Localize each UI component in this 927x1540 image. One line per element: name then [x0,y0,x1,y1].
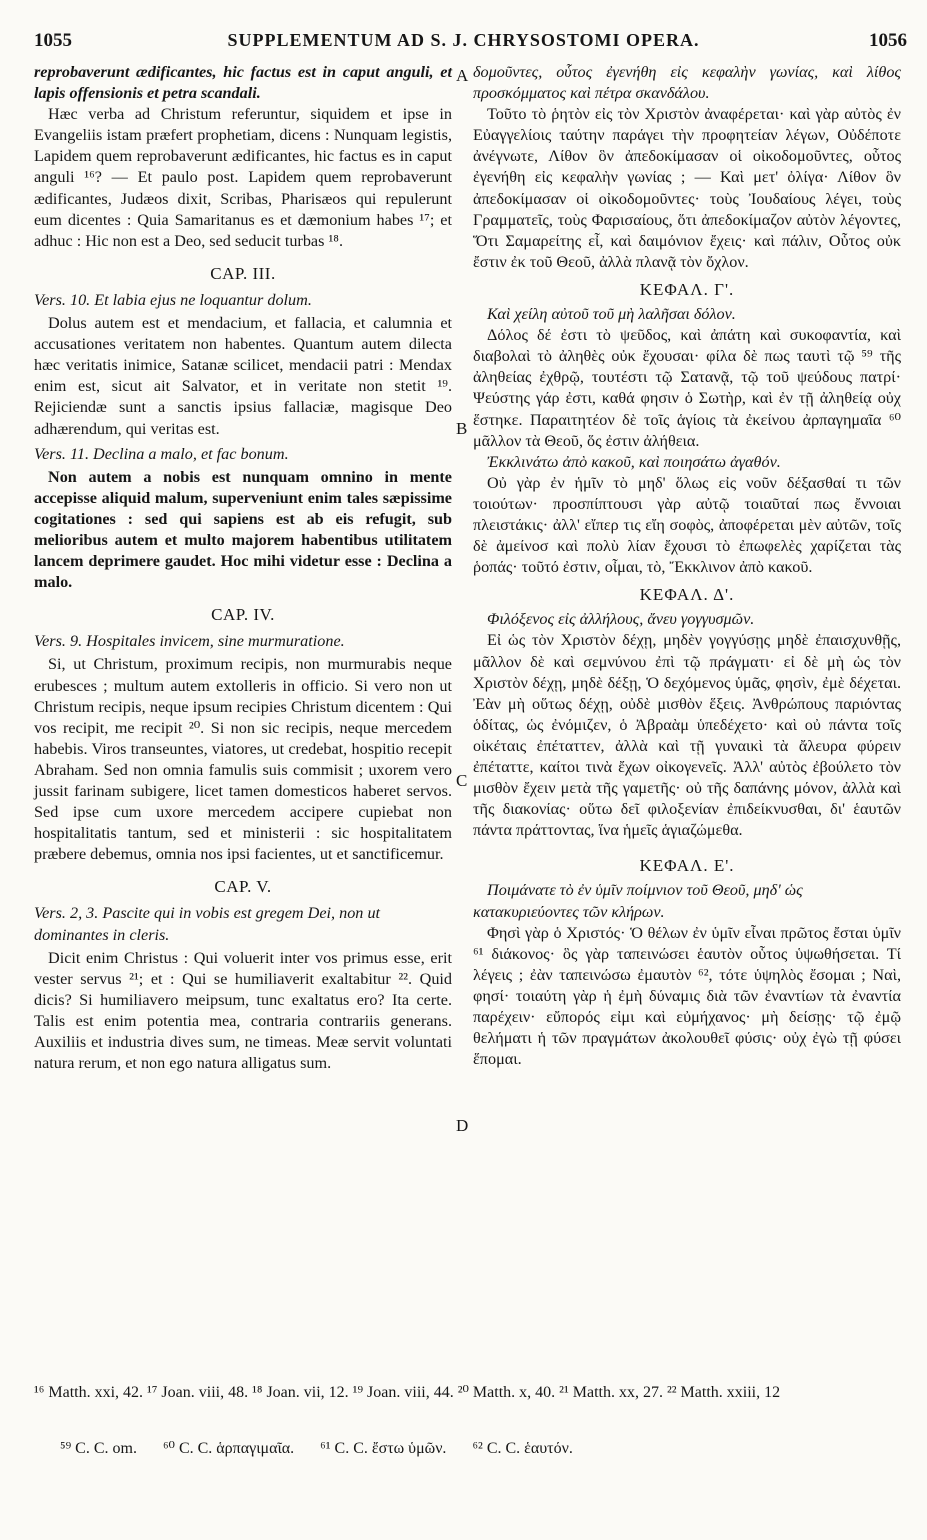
latin-column [34,62,452,1074]
chapter-heading: CAP. III. [210,263,276,283]
greek-paragraph: Δόλος δέ ἐστι τὸ ψεῦδος, καὶ ἀπάτη καὶ συκοφαντία, καὶ διαβολαὶ τὸ ἀληθὲς οὐκ ἔχουσαι· φίλα δὲ πως ταυτὶ τῷ ⁵⁹ τῆς ἀληθείας ἐχθρῷ, τουτέστι τῷ Σατανᾷ, τῷ τοῦ ψεύδους πατρί· Ψεύστης γάρ ἐστι, καθά φησιν ὁ Σωτὴρ, καὶ ἐν τῇ ἀληθείᾳ οὐχ ἕστηκε. Παραιτητέον δὲ τοῖς ἁγίοις τὰ ἐκείνου ἀρπαγημαῖα ⁶⁰ μᾶλλον τὰ Θεοῦ, ὅς ἐστιν ἀλήθεια. [473,326,901,450]
verse-heading: Vers. 2, 3. Pascite qui in vobis est gregem Dei, non ut dominantes in cleris. [34,904,381,944]
latin-paragraph: Non autem a nobis est nunquam omnino in mente accepisse aliquid malum, superveniunt enim tales sæpissime cogitationes : sed qui sapiens est ab eis refugit, sub melioribus autem et multo majorem habentibus utilitatem lancem deprimere gaudet. Hoc mihi videtur esse : Declina a malo. [34,467,452,592]
footnotes-greek [60,1438,920,1458]
footnote: ⁵⁹ C. C. om. [60,1440,137,1457]
greek-paragraph: δομοῦντες, οὗτος ἐγενήθη εἰς κεφαλὴν γωνίας, καὶ λίθος προσκόμματος καὶ πέτρα σκανδάλου. [473,63,901,103]
chapter-heading: ΚΕΦΑΛ. Γ'. [639,279,735,299]
chapter-heading: ΚΕΦΑΛ. Ε'. [639,856,735,876]
verse-heading: Vers. 11. Declina a malo, et fac bonum. [34,444,289,463]
margin-letter-c: C [456,771,468,790]
latin-paragraph: reprobaverunt ædificantes, hic factus est in caput anguli, et lapis offensionis et petra scandali. [34,63,452,103]
chapter-heading: CAP. IV. [211,605,275,625]
verse-heading: Καὶ χείλη αὐτοῦ τοῦ μὴ λαλῆσαι δόλον. [487,305,736,324]
latin-paragraph: Dicit enim Christus : Qui voluerit inter vos primus esse, erit vester servus ²¹; et : Qui se humiliaverit exaltabitur ²². Quid dicis? Si humiliavero meipsum, tunc exaltatus ero? Ita certe. Talis est enim potentia mea, contraria contrariis generans. Auxiliis et industria dives sum, ne timeas. Meæ servit voluntati natura rerum, et non ego natura alligatus sum. [34,948,452,1073]
greek-paragraph: Εἰ ὡς τὸν Χριστὸν δέχῃ, μηδὲν γογγύσῃς μηδὲ ἐπαισχυνθῇς, μᾶλλον δὲ καὶ σεμνύνου ἐπὶ τῷ πράγματι· εἰ δὲ μὴ ὡς τὸν Χριστὸν δέχῃ, μηδὲ δέξῃ, Ὁ δεχόμενος ὑμᾶς, φησὶν, ἐμὲ δέχεται. Ἐὰν μὴ οὕτως δέχῃ, οὐδὲ μισθὸν ἕξεις. Ἀνθρώπους παριόντας ὁδίτας, ὡς ἐνόμιζεν, ὁ Ἀβραὰμ ὑπεδέχετο· καὶ οὐ πάντα τοῖς οἰκέταις ἐπέταττεν, ἀλλὰ καὶ τῇ γυναικὶ τὰ ἄλευρα φύρειν ἐπέταττε, καίτοι τινὰ ἔχων οἰκογενεῖς. Ἀλλ' αὐτὸς ἐβούλετο τὸν μισθὸν ἔχειν μετὰ τῆς γαμετῆς· οὐ τῆς δαπάνης μόνον, ἀλλὰ καὶ τῆς διακονίας· οὕτω δεῖ φιλοξενίαν ἐπιδείκνυσθαι, δι' ἑαυτῶν πάντα πράττοντας, ἵνα ἡμεῖς ἁγιαζώμεθα. [473,631,901,840]
footnotes-latin: ¹⁶ Matth. xxi, 42. ¹⁷ Joan. viii, 48. ¹⁸ Joan. vii, 12. ¹⁹ Joan. viii, 44. ²⁰ Matth. x, 40. ²¹ Matth. xx, 27. ²² Matth. xxiii, 12 [34,1384,781,1401]
latin-paragraph: Hæc verba ad Christum referuntur, siquidem et ipse in Evangeliis istam præfert prophetiam, dicens : Nunquam legistis, Lapidem quem reprobaverunt ædificantes, hic factus es in caput anguli ¹⁶? — Et paulo post. Lapidem quem reprobaverunt ædificantes, Judæos dixit, Scribas, Pharisæos qui repulerunt eum dicentes : Quia Samaritanus es et dæmonium habes ¹⁷; et adhuc : Hic non est a Deo, sed seducit turbas ¹⁸. [34,105,452,250]
footnote: ⁶² C. C. ἑαυτόν. [472,1440,573,1457]
chapter-heading: ΚΕΦΑΛ. Δ'. [639,585,735,605]
page-number-left: 1055 [34,30,72,51]
latin-paragraph: Si, ut Christum, proximum recipis, non murmurabis neque erubesces ; multum autem extolleris in officio. Si vero non ut Christum recipis, neque ipsum recipies Christum dicentem : Qui vos recipit, me recipit ²⁰. Si non sic recipis, neque mercedem habebis. Viros transeuntes, viatores, ut credebat, hospitio recepit Abraham. Sed non omnia famulis suis commisit ; uxorem vero jussit farinam subigere, licet tamen domesticos haberet servos. Sed ipse cum uxore mercedem accipere cupiebat non hospitalitatis tantum, sed et ministerii : sic hospitalitatem præbere debemus, omnia nos ipsi facientes, ut et sanctificemur. [34,655,452,864]
greek-paragraph: Οὐ γὰρ ἐν ἡμῖν τὸ μηδ' ὅλως εἰς νοῦν δέξασθαί τι τῶν τοιούτων· προσπίπτουσι γὰρ αὐτῷ τοιαῦταί πως ἔννοιαι πλειστάκις· ἀλλ' εἴπερ τις εἴη σοφὸς, ἀποφέρεται μὲν αὐτῶν, τοῖς δὲ ἀμείνοσ καὶ πολὺ λίαν ἔχουσι τὸ ἐπωφελὲς χαρίζεται τὰς ῥοπάς· τοῦτό ἐστιν, οἶμαι, τὸ, Ἔκκλινον ἀπὸ κακοῦ. [473,473,901,577]
verse-heading: Vers. 10. Et labia ejus ne loquantur dolum. [34,290,312,309]
running-title: SUPPLEMENTUM AD S. J. CHRYSOSTOMI OPERA. [227,30,700,50]
greek-paragraph: Φησὶ γὰρ ὁ Χριστός· Ὁ θέλων ἐν ὑμῖν εἶναι πρῶτος ἔσται ὑμῖν ⁶¹ διάκονος· ὃς γὰρ ταπεινώσει ἑαυτὸν οὗτος ὑψωθήσεται. Τί λέγεις ; ἐὰν ταπεινώσω ἐμαυτὸν ⁶², τότε ὑψηλὸς ἔσομαι ; Ναὶ, φησί· τοιαύτη γὰρ ἡ ἐμὴ δύναμις διὰ τῶν ἐναντίων τὰ ἐναντία παρέχειν· εὔπορός εἰμι καὶ εὐμήχανος· μὴ δείσῃς· τῷ ἐμῷ θελήματι ἡ τῶν πραγμάτων ἀκολουθεῖ φύσις· οὐχ ἐγὼ τῇ φύσει ἕπομαι. [473,923,901,1069]
page-header [0,30,927,60]
verse-heading: Ποιμάνατε τὸ ἐν ὑμῖν ποίμνιον τοῦ Θεοῦ, μηδ' ὡς κατακυριεύοντες τῶν κλήρων. [473,881,803,921]
greek-paragraph: Τοῦτο τὸ ῥητὸν εἰς τὸν Χριστὸν ἀναφέρεται· καὶ γὰρ αὐτὸς ἐν Εὐαγγελίοις ταύτην παράγει τὴν προφητείαν λέγων, Οὐδέποτε ἀνέγνωτε, Λίθον ὃν ἀπεδοκίμασαν οἱ οἰκοδομοῦντες, οὗτος ἐγενήθη εἰς κεφαλὴν γωνίας ; — Καὶ μετ' ὀλίγα· Λίθον ὃν ἀπεδοκίμασαν οἱ οἰκοδομοῦντες· τοὺς Ἰουδαίους λέγει, τοὺς Γραμματεῖς, τοὺς Φαρισαίους, ὅτι ἀπεδοκίμαζον αὐτὸν λέγοντες, Ὅτι Σαμαρείτης εἶ, καὶ δαιμόνιον ἔχεις· καὶ πάλιν, Οὗτος οὐκ ἔστιν ἐκ τοῦ Θεοῦ, ἀλλὰ πλανᾷ τὸν ὄχλον. [473,105,901,271]
margin-letter-a: A [456,66,469,85]
greek-column [473,62,901,1070]
chapter-heading: CAP. V. [214,877,272,897]
verse-heading: Vers. 9. Hospitales invicem, sine murmuratione. [34,632,345,651]
verse-heading: Φιλόξενος εἰς ἀλλήλους, ἄνευ γογγυσμῶν. [487,610,755,629]
footnote: ⁶⁰ C. C. ἁρπαγιμαῖα. [162,1440,295,1457]
margin-letter-d: D [456,1116,469,1135]
verse-heading: Ἐκκλινάτω ἀπὸ κακοῦ, καὶ ποιησάτω ἀγαθόν. [487,452,781,471]
latin-paragraph: Dolus autem est et mendacium, et fallacia, et calumnia et accusationes veritatem non habentes. Quantum autem dilecta hæc veritatis inimice, Satanæ scilicet, mendacii patri : Mendax enim est, sicut ait Salvator, et in veritate non stetit ¹⁹. Rejiciendæ sunt a sanctis ipsius fallaciæ, magisque Deo adhærendum, qui veritas est. [34,314,452,438]
margin-letter-b: B [456,419,468,438]
page-number-right: 1056 [869,30,907,51]
footnote: ⁶¹ C. C. ἔστω ὑμῶν. [320,1440,447,1457]
